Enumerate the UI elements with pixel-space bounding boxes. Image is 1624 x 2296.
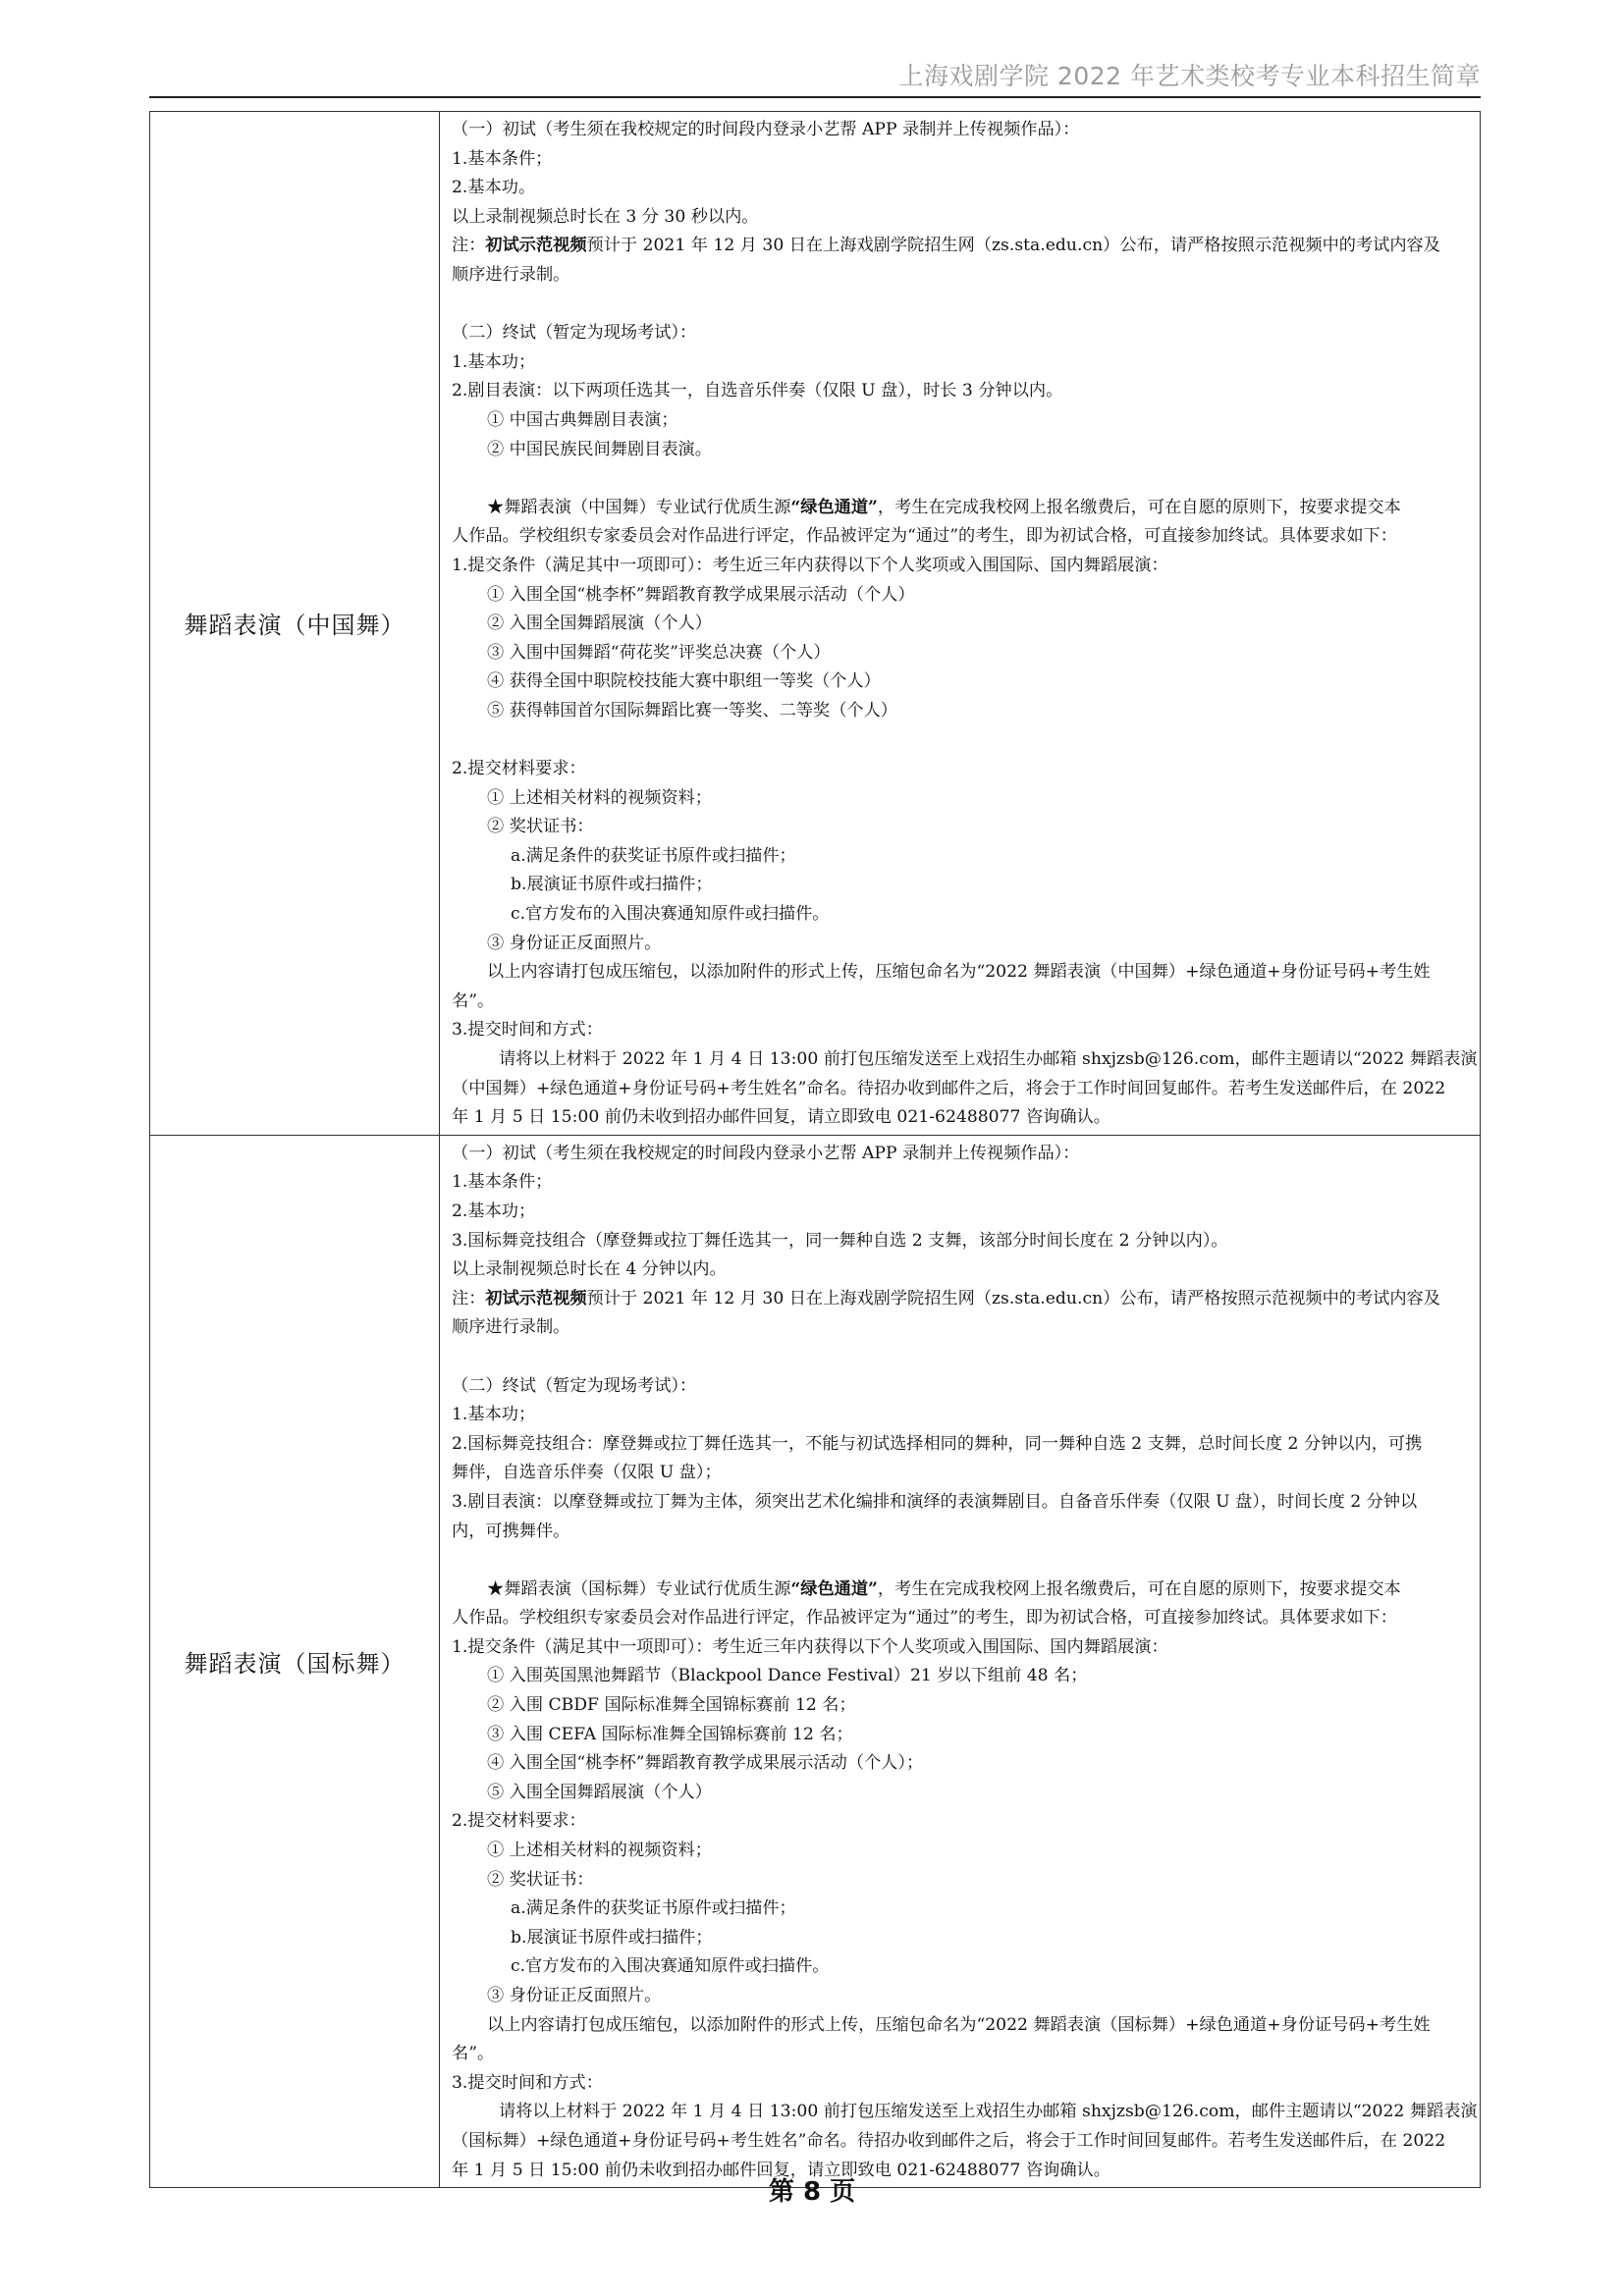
text-line: 人作品。学校组织专家委员会对作品进行评定，作品被评定为“通过”的考生，即为初试合格，可直接参加终试。具体要求如下：: [452, 526, 1397, 547]
text-line: ② 奖状证书：: [487, 817, 594, 837]
text-line: a.满足条件的获奖证书原件或扫描件；: [511, 845, 796, 866]
blank-line: [452, 1546, 1468, 1575]
line-text: 预计于 2021 年 12 月 30 日在上海戏剧学院招生网（zs.sta.edu.cn）公布，请严格按照示范视频中的考试内容及: [586, 236, 1440, 256]
text-line: 3.提交时间和方式：: [452, 1020, 603, 1041]
header-title: 上海戏剧学院 2022 年艺术类校考专业本科招生简章: [898, 62, 1481, 90]
text-line: 1.基本功；: [452, 1405, 536, 1425]
text-line: [452, 1575, 1468, 1605]
text-line: 请将以上材料于 2022 年 1 月 4 日 13:00 前打包压缩发送至上戏招生办邮箱 shxjzsb@126.com，邮件主题请以“2022 舞蹈表演: [499, 2102, 1478, 2122]
text-line: 以上内容请打包成压缩包，以添加附件的形式上传，压缩包命名为“2022 舞蹈表演（中国舞）+绿色通道+身份证号码+考生姓: [487, 962, 1431, 983]
text-line: ② 中国民族民间舞剧目表演。: [487, 439, 712, 459]
line-emphasis: 初试示范视频: [485, 1288, 587, 1308]
text-line: 1.提交条件（满足其中一项即可）：考生近三年内获得以下个人奖项或入围国际、国内舞蹈展演：: [452, 555, 1168, 575]
major-name: 舞蹈表演（中国舞）: [150, 112, 440, 1136]
blank-line: [452, 1343, 1468, 1372]
line-emphasis: “绿色通道”: [790, 1578, 878, 1599]
line-text: ，考生在完成我校网上报名缴费后，可在自愿的原则下，按要求提交本: [877, 497, 1401, 517]
table-row: [150, 1135, 1481, 2187]
text-line: （一）初试（考生须在我校规定的时间段内登录小艺帮 APP 录制并上传视频作品）：: [452, 120, 1080, 139]
table-row: [150, 112, 1481, 1136]
blank-line: [452, 464, 1468, 494]
line-text: 注：: [452, 1288, 486, 1308]
text-line: ⑤ 入围全国舞蹈展演（个人）: [487, 1782, 712, 1802]
text-line: （二）终试（暂定为现场考试）：: [452, 323, 697, 344]
text-line: 内，可携舞伴。: [452, 1521, 570, 1541]
text-line: b.展演证书原件或扫描件；: [511, 1927, 713, 1948]
page-header: [149, 57, 1481, 98]
text-line: ③ 入围 CEFA 国际标准舞全国锦标赛前 12 名；: [487, 1724, 853, 1744]
text-line: ① 上述相关材料的视频资料；: [487, 787, 712, 808]
text-line: ③ 入围中国舞蹈“荷花奖”评奖总决赛（个人）: [487, 642, 831, 663]
text-line: 请将以上材料于 2022 年 1 月 4 日 13:00 前打包压缩发送至上戏招生办邮箱 shxjzsb@126.com，邮件主题请以“2022 舞蹈表演: [499, 1049, 1478, 1069]
text-line: 顺序进行录制。: [452, 264, 570, 285]
text-line: 名”。: [452, 2044, 495, 2064]
text-line: 舞伴，自选音乐伴奏（仅限 U 盘）；: [452, 1463, 722, 1483]
text-line: ② 奖状证书：: [487, 1869, 594, 1890]
text-line: c.官方发布的入围决赛通知原件或扫描件。: [511, 904, 830, 925]
text-line: ③ 身份证正反面照片。: [487, 1986, 662, 2005]
text-line: ② 入围 CBDF 国际标准舞全国锦标赛前 12 名；: [487, 1695, 856, 1716]
text-line: [452, 1285, 1468, 1314]
text-line: 1.基本功；: [452, 351, 536, 372]
text-line: ④ 获得全国中职院校技能大赛中职组一等奖（个人）: [487, 671, 881, 692]
major-name: 舞蹈表演（国标舞）: [150, 1135, 440, 2187]
text-line: ① 入围全国“桃李杯”舞蹈教育教学成果展示活动（个人）: [487, 584, 915, 605]
text-line: 以上内容请打包成压缩包，以添加附件的形式上传，压缩包命名为“2022 舞蹈表演（国标舞）+绿色通道+身份证号码+考生姓: [487, 2014, 1431, 2035]
text-line: ⑤ 获得韩国首尔国际舞蹈比赛一等奖、二等奖（个人）: [487, 700, 897, 721]
text-line: （二）终试（暂定为现场考试）：: [452, 1375, 697, 1396]
text-line: ④ 入围全国“桃李杯”舞蹈教育教学成果展示活动（个人）；: [487, 1753, 924, 1774]
text-line: 顺序进行录制。: [452, 1317, 570, 1338]
text-line: [452, 494, 1468, 523]
admissions-table: [149, 111, 1481, 2188]
text-line: a.满足条件的获奖证书原件或扫描件；: [511, 1898, 796, 1919]
text-line: 2.提交材料要求：: [452, 759, 586, 779]
page-number: 第 8 页: [768, 2177, 856, 2207]
text-line: 2.基本功；: [452, 1201, 536, 1221]
text-line: 1.基本条件；: [452, 1172, 553, 1193]
line-text: 注：: [452, 236, 486, 256]
text-line: 2.剧目表演：以下两项任选其一，自选音乐伴奏（仅限 U 盘），时长 3 分钟以内。: [452, 381, 1063, 401]
text-line: 1.提交条件（满足其中一项即可）：考生近三年内获得以下个人奖项或入围国际、国内舞蹈展演：: [452, 1636, 1168, 1657]
text-line: 3.剧目表演：以摩登舞或拉丁舞为主体，须突出艺术化编排和演绎的表演舞剧目。自备音乐伴奏（仅限 U 盘），时间长度 2 分钟以: [452, 1491, 1418, 1512]
text-line: c.官方发布的入围决赛通知原件或扫描件。: [511, 1956, 830, 1977]
line-text: 预计于 2021 年 12 月 30 日在上海戏剧学院招生网（zs.sta.edu.cn）公布，请严格按照示范视频中的考试内容及: [586, 1288, 1440, 1308]
text-line: b.展演证书原件或扫描件；: [511, 875, 713, 895]
text-line: 以上录制视频总时长在 3 分 30 秒以内。: [452, 206, 759, 227]
blank-line: [452, 291, 1468, 320]
text-line: ① 入围英国黑池舞蹈节（Blackpool Dance Festival）21 岁以下组前 48 名；: [487, 1666, 1088, 1686]
text-line: ③ 身份证正反面照片。: [487, 933, 662, 953]
line-text: ★舞蹈表演（中国舞）专业试行优质生源: [487, 497, 791, 517]
exam-requirements: [440, 1135, 1481, 2187]
text-line: 2.国标舞竞技组合：摩登舞或拉丁舞任选其一，不能与初试选择相同的舞种，同一舞种自选 2 支舞，总时间长度 2 分钟以内，可携: [452, 1433, 1423, 1454]
text-line: 2.提交材料要求：: [452, 1811, 586, 1832]
text-line: 2.基本功。: [452, 178, 536, 198]
text-line: 名”。: [452, 990, 495, 1011]
line-text: ★舞蹈表演（国标舞）专业试行优质生源: [487, 1578, 791, 1599]
text-line: ① 中国古典舞剧目表演；: [487, 409, 678, 430]
line-text: ，考生在完成我校网上报名缴费后，可在自愿的原则下，按要求提交本: [877, 1578, 1401, 1599]
text-line: 1.基本条件；: [452, 148, 553, 169]
text-line: ② 入围全国舞蹈展演（个人）: [487, 614, 712, 634]
line-emphasis: 初试示范视频: [485, 236, 587, 256]
text-line: 年 1 月 5 日 15:00 前仍未收到招办邮件回复，请立即致电 021-62488077 咨询确认。: [452, 2160, 1110, 2180]
text-line: [452, 232, 1468, 261]
text-line: 人作品。学校组织专家委员会对作品进行评定，作品被评定为“通过”的考生，即为初试合格，可直接参加终试。具体要求如下：: [452, 1608, 1397, 1629]
blank-line: [452, 725, 1468, 755]
text-line: ① 上述相关材料的视频资料；: [487, 1841, 712, 1861]
line-emphasis: “绿色通道”: [790, 497, 878, 517]
text-line: （中国舞）+绿色通道+身份证号码+考生姓名”命名。待招办收到邮件之后，将会于工作时间回复邮件。若考生发送邮件后，在 2022: [452, 1078, 1446, 1098]
text-line: （国标舞）+绿色通道+身份证号码+考生姓名”命名。待招办收到邮件之后，将会于工作时间回复邮件。若考生发送邮件后，在 2022: [452, 2130, 1446, 2151]
text-line: 年 1 月 5 日 15:00 前仍未收到招办邮件回复，请立即致电 021-62488077 咨询确认。: [452, 1107, 1110, 1128]
exam-requirements: [440, 112, 1481, 1136]
text-line: （一）初试（考生须在我校规定的时间段内登录小艺帮 APP 录制并上传视频作品）：: [452, 1143, 1080, 1163]
text-line: 3.提交时间和方式：: [452, 2072, 603, 2093]
text-line: 3.国标舞竞技组合（摩登舞或拉丁舞任选其一，同一舞种自选 2 支舞，该部分时间长度在 2 分钟以内）。: [452, 1230, 1228, 1251]
text-line: 以上录制视频总时长在 4 分钟以内。: [452, 1259, 727, 1280]
